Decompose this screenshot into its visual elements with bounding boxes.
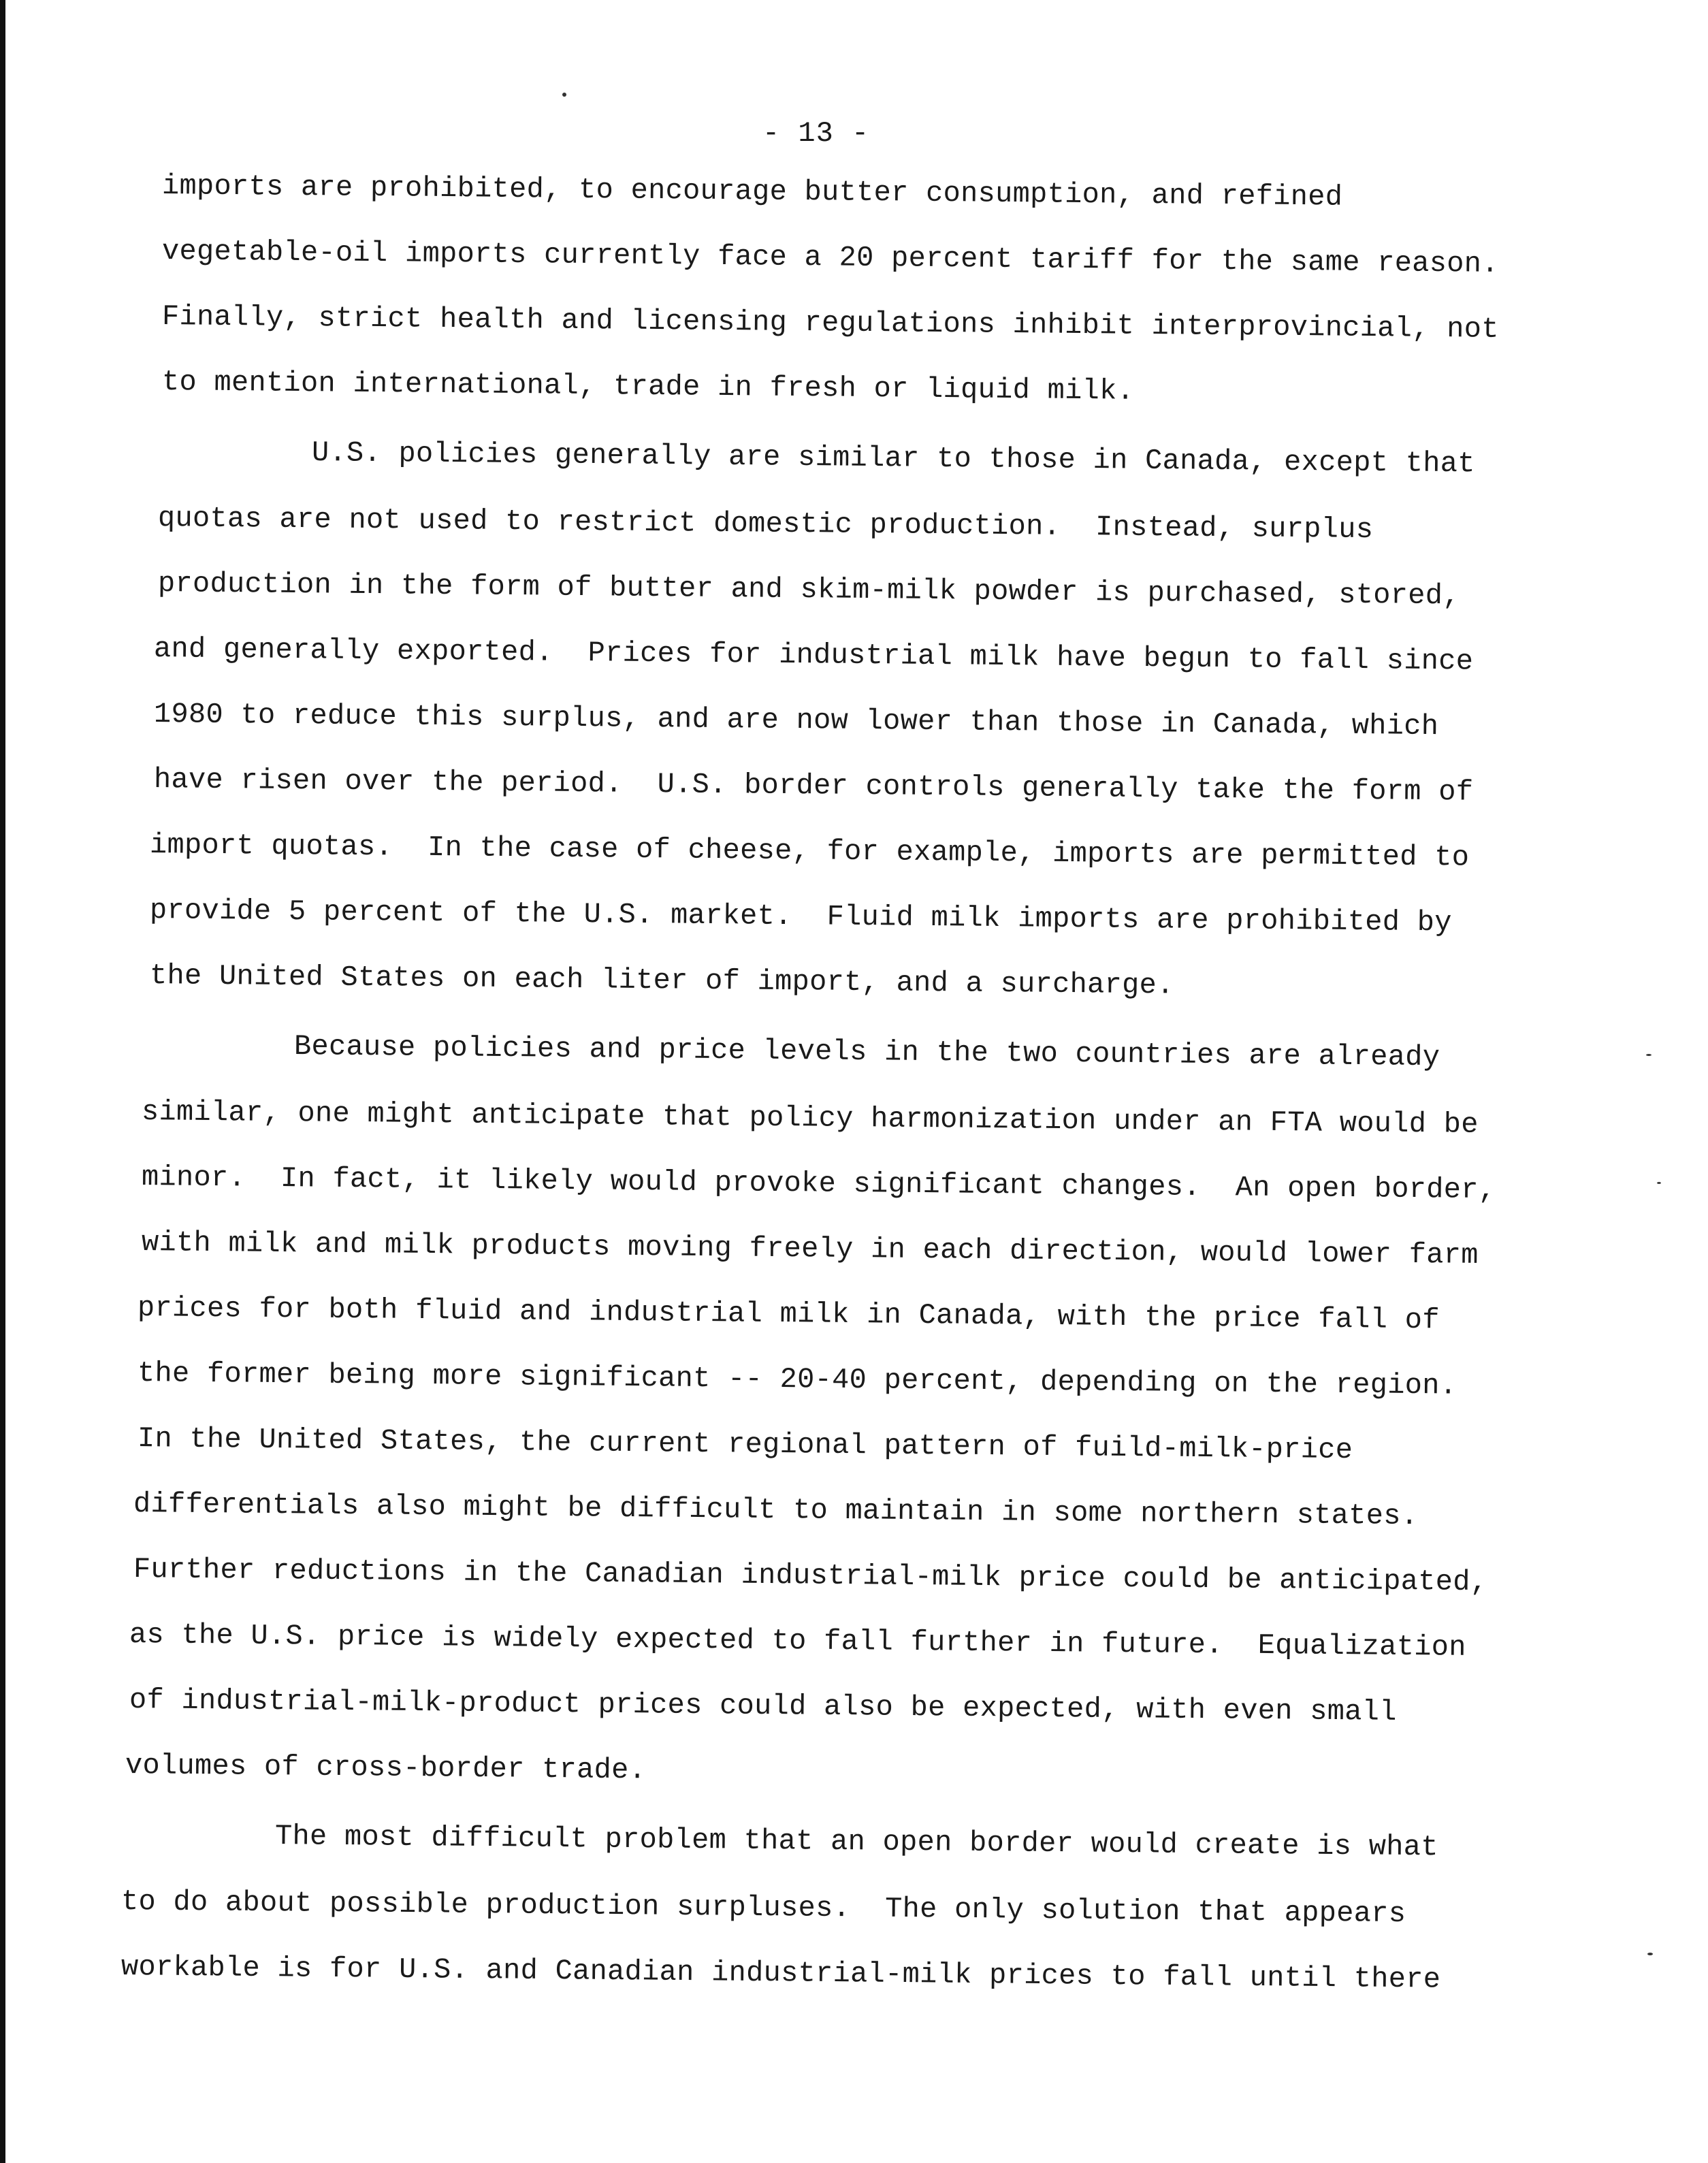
text-line: Further reductions in the Canadian industrial-milk price could be anticipated, xyxy=(133,1553,1488,1599)
text-line: to mention international, trade in fresh or liquid milk. xyxy=(161,366,1135,408)
text-line: Because policies and price levels in the two countries are already xyxy=(293,1030,1440,1074)
scan-speck xyxy=(1657,1182,1661,1184)
text-line: of industrial-milk-product prices could also be expected, with even small xyxy=(129,1684,1397,1729)
text-line: volumes of cross-border trade. xyxy=(125,1749,647,1787)
text-line: differentials also might be difficult to maintain in some northern states. xyxy=(133,1488,1419,1533)
text-line: prices for both fluid and industrial milk in Canada, with the price fall of xyxy=(137,1292,1440,1337)
text-line: 1980 to reduce this surplus, and are now lower than those in Canada, which xyxy=(153,698,1439,743)
text-line: In the United States, the current regional pattern of fuild-milk-price xyxy=(137,1422,1353,1467)
text-line: and generally exported. Prices for industrial milk have begun to fall since xyxy=(153,632,1474,678)
text-line: imports are prohibited, to encourage butter consumption, and refined xyxy=(161,170,1343,214)
text-line: the former being more significant -- 20-40 percent, depending on the region. xyxy=(137,1357,1457,1403)
text-line: Finally, strict health and licensing regulations inhibit interprovincial, not xyxy=(161,300,1499,346)
text-line: vegetable-oil imports currently face a 20 percent tariff for the same reason. xyxy=(161,235,1499,281)
text-line: U.S. policies generally are similar to those in Canada, except that xyxy=(311,436,1475,481)
text-line: have risen over the period. U.S. border controls generally take the form of xyxy=(153,763,1474,809)
text-line: import quotas. In the case of cheese, for example, imports are permitted to xyxy=(149,829,1470,874)
text-line: workable is for U.S. and Canadian industrial-milk prices to fall until there xyxy=(120,1951,1441,1996)
text-line: production in the form of butter and skim-milk powder is purchased, stored, xyxy=(157,567,1460,613)
text-line: minor. In fact, it likely would provoke significant changes. An open border, xyxy=(141,1161,1496,1207)
text-line: provide 5 percent of the U.S. market. Fluid milk imports are prohibited by xyxy=(149,894,1452,940)
scan-speck xyxy=(562,93,566,97)
text-line: The most difficult problem that an open border would create is what xyxy=(274,1820,1438,1864)
text-line: to do about possible production surpluses. The only solution that appears xyxy=(120,1885,1406,1931)
text-line: quotas are not used to restrict domestic production. Instead, surplus xyxy=(157,502,1374,547)
scan-speck xyxy=(1646,1054,1651,1056)
text-line: as the U.S. price is widely expected to fall further in future. Equalization xyxy=(129,1618,1466,1664)
scan-speck xyxy=(1647,1953,1653,1955)
page-number: - 13 - xyxy=(762,117,870,150)
text-line: the United States on each liter of import, and a surcharge. xyxy=(149,959,1174,1002)
text-line: similar, one might anticipate that policy harmonization under an FTA would be xyxy=(141,1095,1479,1141)
text-line: with milk and milk products moving freely in each direction, would lower farm xyxy=(141,1226,1479,1272)
